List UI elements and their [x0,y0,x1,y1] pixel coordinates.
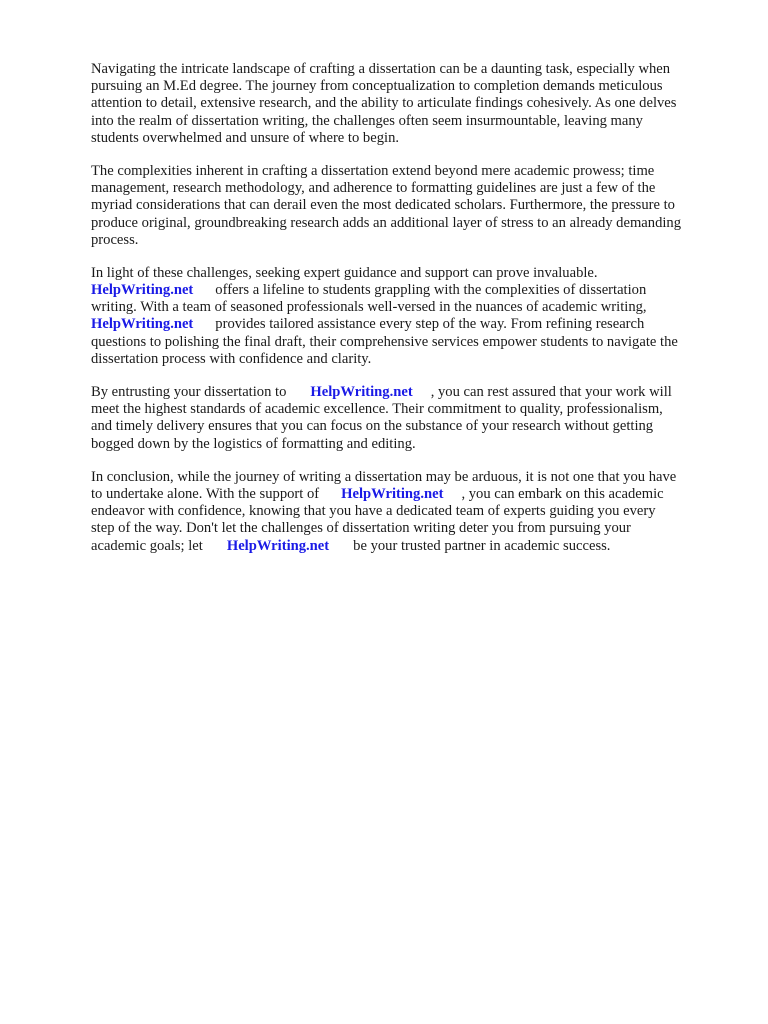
text-fragment: , you can rest assured that your work will [430,384,672,400]
helpwriting-link[interactable]: HelpWriting.net [91,316,194,333]
text-fragment: to undertake alone. With the support of [91,485,320,502]
text-line: The complexities inherent in crafting a dissertation extend beyond mere academic prowess; time [91,162,655,179]
text-line-with-link [91,384,723,401]
text-fragment: academic goals; let [91,537,203,554]
paragraph-5 [91,469,723,555]
text-line-with-link [91,538,723,555]
helpwriting-link[interactable]: HelpWriting.net [226,537,330,554]
helpwriting-link[interactable]: HelpWriting.net [310,384,413,400]
text-fragment: offers a lifeline to students grappling with the complexities of dissertation [215,282,647,299]
text-line: Navigating the intricate landscape of crafting a dissertation can be a daunting task, especially when [91,61,671,77]
paragraph-2 [91,163,723,249]
text-line: process. [91,231,139,248]
text-line: pursuing an M.Ed degree. The journey from conceptualization to completion demands meticulous [91,78,663,95]
text-line: In conclusion, while the journey of writing a dissertation may be arduous, it is not one that you have [91,468,677,485]
text-fragment: provides tailored assistance every step of the way. From refining research [215,316,645,333]
text-fragment: By entrusting your dissertation to [91,384,287,400]
text-line-with-link [91,282,723,299]
document-page [91,61,723,571]
helpwriting-link[interactable]: HelpWriting.net [341,485,444,502]
text-line-with-link [91,486,723,503]
text-line: into the realm of dissertation writing, the challenges often seem insurmountable, leaving many [91,112,643,129]
paragraph-3 [91,265,723,368]
text-line: bogged down by the logistics of formatting and editing. [91,435,416,452]
text-line-with-link [91,316,723,333]
helpwriting-link[interactable]: HelpWriting.net [91,282,194,299]
text-line: management, research methodology, and adherence to formatting guidelines are just a few of the [91,180,656,197]
text-fragment: , you can embark on this academic [461,485,664,502]
text-line: myriad considerations that can derail even the most dedicated scholars. Furthermore, the pressure to [91,197,675,214]
text-line: dissertation process with confidence and clarity. [91,350,372,367]
text-line: attention to detail, extensive research, and the ability to articulate findings cohesively. As one delves [91,95,677,112]
text-line: step of the way. Don't let the challenges of dissertation writing deter you from pursuing your [91,520,631,537]
text-line: questions to polishing the final draft, their comprehensive services empower students to navigate the [91,333,678,350]
text-line: and timely delivery ensures that you can focus on the substance of your research without getting [91,418,654,435]
text-line: writing. With a team of seasoned professionals well-versed in the nuances of academic writing, [91,299,647,316]
text-line: students overwhelmed and unsure of where to begin. [91,129,400,146]
text-line: In light of these challenges, seeking expert guidance and support can prove invaluable. [91,264,598,281]
text-line: meet the highest standards of academic excellence. Their commitment to quality, professionalism, [91,401,663,418]
paragraph-4 [91,384,723,453]
text-fragment: be your trusted partner in academic success. [353,537,611,554]
text-line: produce original, groundbreaking research adds an additional layer of stress to an already demanding [91,214,682,231]
paragraph-1 [91,61,723,147]
text-line: endeavor with confidence, knowing that you have a dedicated team of experts guiding you every [91,503,656,520]
